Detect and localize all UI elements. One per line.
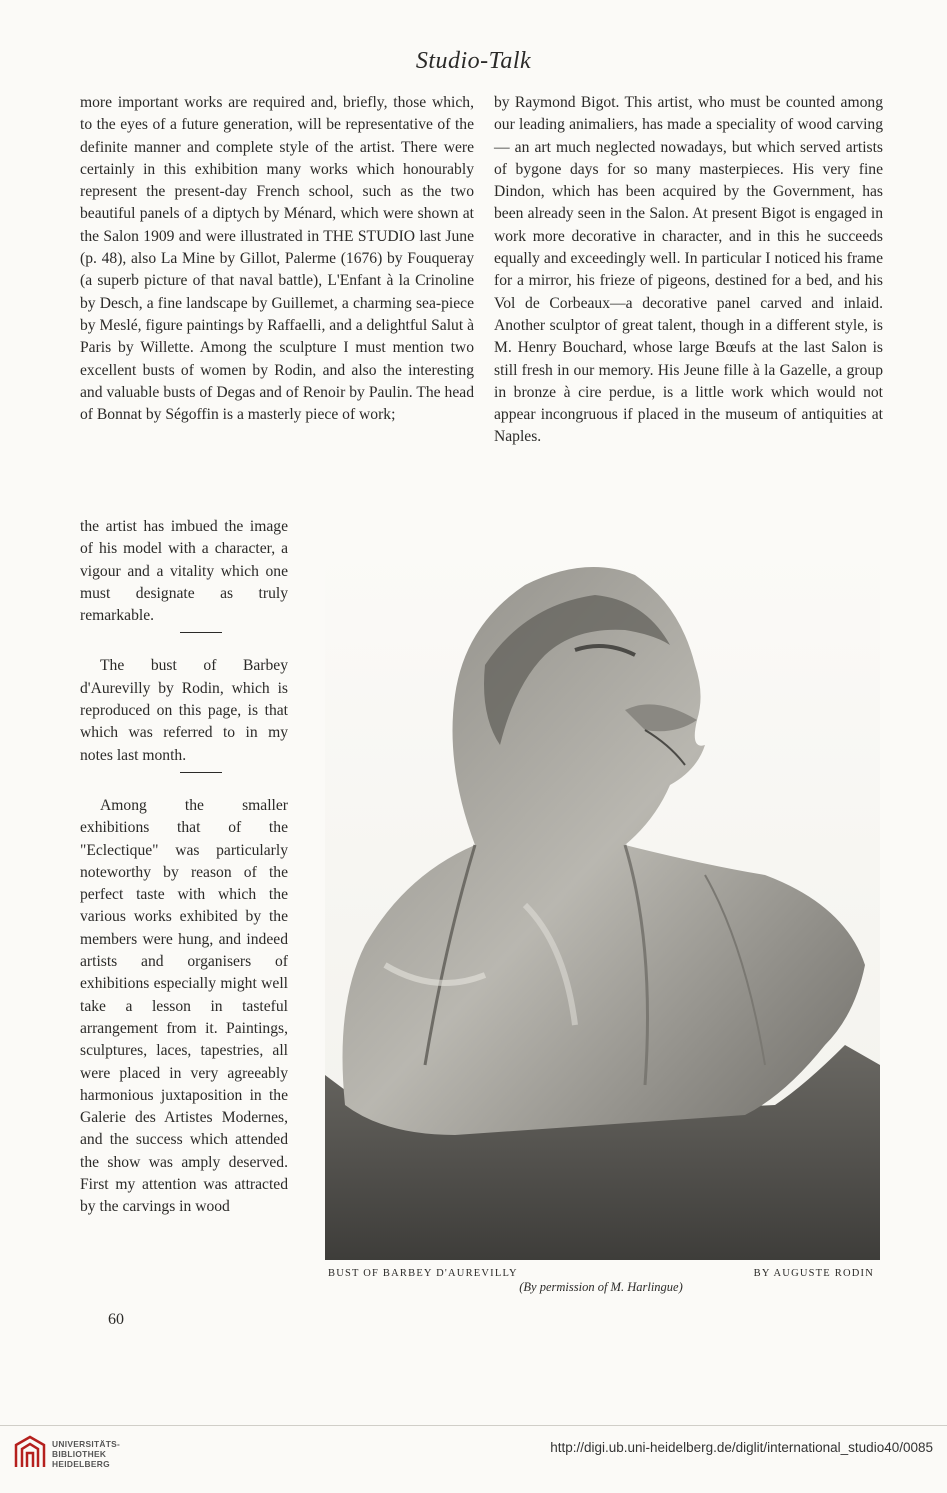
library-name-line-2: BIBLIOTHEK — [52, 1449, 107, 1459]
caption-permission: (By permission of M. Harlingue) — [519, 1280, 683, 1294]
left-paragraph-2: The bust of Barbey d'Aurevilly by Rodin, which is reproduced on this page, is that which was referred to in my notes last month. — [80, 657, 288, 764]
left-paragraph-1: more important works are required and, briefly, those which, to the eyes of a future generation, will be representative of the definite manner and complete style of the artist. There were certainly in this exhibition many works which honourably represent the present-day French school, such as the two beautiful panels of a diptych by Ménard, which were shown at the Salon 1909 and were illustrated in THE STUDIO last June (p. 48), also La Mine by Gillot, Palerme (1676) by Fouqueray (a superb picture of that naval battle), L'Enfant à la Crinoline by Desch, a fine landscape by Guillemet, a charming sea-piece by Meslé, figure paintings by Raffaelli, and a delightful Salut à Paris by Willette. Among the sculpture I must mention two excellent busts of women by Rodin, and also the interesting and valuable busts of Degas and of Renoir by Paulin. The head of Bonnat by Ségoffin is a masterly piece of work; — [80, 94, 474, 424]
running-title: Studio-Talk — [415, 48, 532, 74]
caption-artist: BY AUGUSTE RODIN — [753, 1268, 874, 1279]
left-paragraph-3: Among the smaller exhibitions that of the "Eclectique" was particularly noteworthy by reason of the perfect taste with which the various works exhibited by the members were hung, and indeed artists and organisers of exhibitions especially might well take a lesson in tasteful arrangement from it. Paintings, sculptures, laces, tapestries, all were placed in very agreeably harmonious juxtaposition in the Galerie des Artistes Modernes, and the success which attended the show was amply deserved. First my attention was attracted by the carvings in wood — [80, 796, 288, 1216]
right-paragraph-1: by Raymond Bigot. This artist, who must be counted among our leading animaliers, has made a speciality of wood carving — an art much neglected nowadays, but which served artists of bygone days for so many masterpieces. His very fine Dindon, which has been acquired by the Government, has been already seen in the Salon. At present Bigot is engaged in work more decorative in character, and in this he succeeds equally and exceedingly well. In particular I noticed his frame for a mirror, his frieze of pigeons, destined for a bed, and his Vol de Corbeaux—a decorative panel carved and inlaid. Another sculptor of great talent, though in a different style, is M. Henry Bouchard, whose large Bœufs at the last Salon is still fresh in our memory. His Jeune fille à la Gazelle, a group in bronze à cire perdue, is a little work which would not appear incongruous if placed in the museum of antiquities at Naples. — [494, 94, 883, 446]
bust-photograph — [325, 545, 880, 1260]
right-column — [494, 92, 883, 449]
library-name — [52, 1439, 120, 1469]
left-column-narrow — [80, 516, 288, 1219]
library-name-line-1: UNIVERSITÄTS- — [52, 1439, 121, 1449]
page-number: 60 — [108, 1311, 124, 1328]
section-rule — [180, 772, 222, 773]
left-column-top — [80, 92, 474, 426]
library-name-line-3: HEIDELBERG — [52, 1459, 110, 1469]
source-url[interactable]: http://digi.ub.uni-heidelberg.de/diglit/international_studio40/0085 — [550, 1440, 933, 1455]
caption-title: BUST OF BARBEY D'AUREVILLY — [328, 1268, 518, 1279]
footer-divider — [0, 1425, 947, 1426]
section-rule — [180, 632, 222, 633]
university-library-logo-icon — [14, 1435, 46, 1469]
left-paragraph-1-continued: the artist has imbued the image of his model with a character, a vigour and a vitality which one must designate as truly remarkable. — [80, 518, 288, 625]
